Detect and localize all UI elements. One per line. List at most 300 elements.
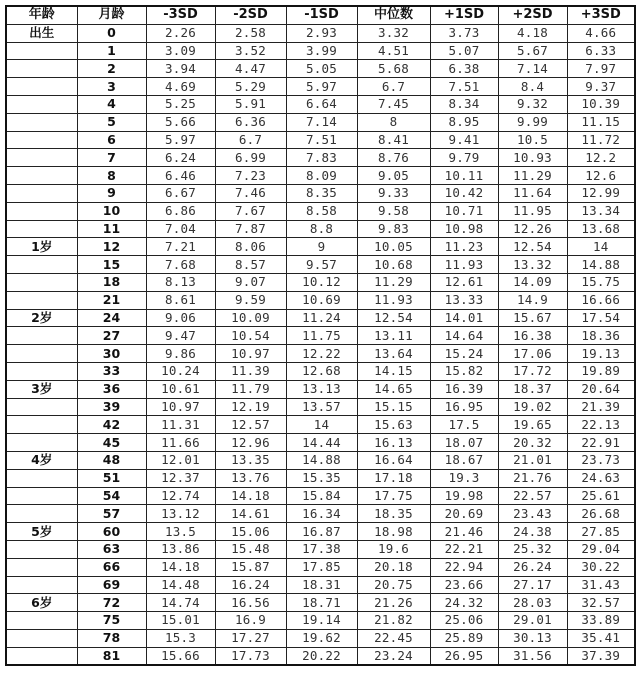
- month-cell: 11: [77, 220, 146, 238]
- value-cell: 15.63: [357, 416, 430, 434]
- value-cell: 8.57: [215, 256, 286, 274]
- value-cell: 14.74: [146, 594, 215, 612]
- value-cell: 18.37: [498, 380, 567, 398]
- value-cell: 12.01: [146, 451, 215, 469]
- value-cell: 2.26: [146, 24, 215, 42]
- value-cell: 8.09: [286, 167, 357, 185]
- value-cell: 19.14: [286, 612, 357, 630]
- value-cell: 5.67: [498, 42, 567, 60]
- value-cell: 10.5: [498, 131, 567, 149]
- value-cell: 8.4: [498, 78, 567, 96]
- value-cell: 29.04: [567, 540, 635, 558]
- table-row: [6, 24, 635, 42]
- age-cell: [6, 362, 77, 380]
- value-cell: 30.22: [567, 558, 635, 576]
- value-cell: 11.23: [430, 238, 498, 256]
- value-cell: 5.97: [286, 78, 357, 96]
- value-cell: 10.09: [215, 309, 286, 327]
- value-cell: 9.86: [146, 345, 215, 363]
- value-cell: 37.39: [567, 647, 635, 665]
- value-cell: 21.46: [430, 523, 498, 541]
- value-cell: 15.06: [215, 523, 286, 541]
- age-cell: 3岁: [6, 380, 77, 398]
- value-cell: 8: [357, 113, 430, 131]
- header-age: 年龄: [6, 6, 77, 24]
- month-cell: 9: [77, 184, 146, 202]
- table-row: [6, 558, 635, 576]
- value-cell: 25.32: [498, 540, 567, 558]
- value-cell: 22.94: [430, 558, 498, 576]
- value-cell: 11.72: [567, 131, 635, 149]
- value-cell: 21.82: [357, 612, 430, 630]
- value-cell: 11.93: [357, 291, 430, 309]
- month-cell: 57: [77, 505, 146, 523]
- table-row: [6, 451, 635, 469]
- value-cell: 12.68: [286, 362, 357, 380]
- value-cell: 10.69: [286, 291, 357, 309]
- value-cell: 7.23: [215, 167, 286, 185]
- value-cell: 23.66: [430, 576, 498, 594]
- value-cell: 31.56: [498, 647, 567, 665]
- value-cell: 15.24: [430, 345, 498, 363]
- value-cell: 16.13: [357, 434, 430, 452]
- value-cell: 13.33: [430, 291, 498, 309]
- value-cell: 14.48: [146, 576, 215, 594]
- value-cell: 13.64: [357, 345, 430, 363]
- value-cell: 20.75: [357, 576, 430, 594]
- value-cell: 10.93: [498, 149, 567, 167]
- value-cell: 18.71: [286, 594, 357, 612]
- value-cell: 12.54: [498, 238, 567, 256]
- value-cell: 14.88: [567, 256, 635, 274]
- value-cell: 3.52: [215, 42, 286, 60]
- value-cell: 14.09: [498, 273, 567, 291]
- value-cell: 9.07: [215, 273, 286, 291]
- value-cell: 13.68: [567, 220, 635, 238]
- value-cell: 6.7: [357, 78, 430, 96]
- value-cell: 27.17: [498, 576, 567, 594]
- value-cell: 25.06: [430, 612, 498, 630]
- value-cell: 18.67: [430, 451, 498, 469]
- value-cell: 17.5: [430, 416, 498, 434]
- table-row: [6, 327, 635, 345]
- table-row: [6, 469, 635, 487]
- age-cell: [6, 149, 77, 167]
- value-cell: 14: [286, 416, 357, 434]
- age-cell: [6, 131, 77, 149]
- value-cell: 18.31: [286, 576, 357, 594]
- value-cell: 22.21: [430, 540, 498, 558]
- value-cell: 15.67: [498, 309, 567, 327]
- value-cell: 9.32: [498, 95, 567, 113]
- value-cell: 25.61: [567, 487, 635, 505]
- value-cell: 12.54: [357, 309, 430, 327]
- value-cell: 24.63: [567, 469, 635, 487]
- value-cell: 11.79: [215, 380, 286, 398]
- value-cell: 13.11: [357, 327, 430, 345]
- value-cell: 16.9: [215, 612, 286, 630]
- value-cell: 9.59: [215, 291, 286, 309]
- age-cell: [6, 558, 77, 576]
- value-cell: 9.05: [357, 167, 430, 185]
- value-cell: 20.69: [430, 505, 498, 523]
- value-cell: 14.88: [286, 451, 357, 469]
- value-cell: 11.75: [286, 327, 357, 345]
- table-row: [6, 256, 635, 274]
- age-cell: [6, 78, 77, 96]
- value-cell: 7.46: [215, 184, 286, 202]
- value-cell: 6.7: [215, 131, 286, 149]
- age-cell: [6, 184, 77, 202]
- table-row: [6, 95, 635, 113]
- value-cell: 7.51: [286, 131, 357, 149]
- value-cell: 6.46: [146, 167, 215, 185]
- value-cell: 5.66: [146, 113, 215, 131]
- value-cell: 8.34: [430, 95, 498, 113]
- month-cell: 27: [77, 327, 146, 345]
- value-cell: 9.33: [357, 184, 430, 202]
- value-cell: 18.36: [567, 327, 635, 345]
- value-cell: 16.56: [215, 594, 286, 612]
- age-cell: 2岁: [6, 309, 77, 327]
- value-cell: 8.76: [357, 149, 430, 167]
- value-cell: 15.84: [286, 487, 357, 505]
- value-cell: 9.47: [146, 327, 215, 345]
- value-cell: 17.06: [498, 345, 567, 363]
- value-cell: 17.85: [286, 558, 357, 576]
- value-cell: 7.97: [567, 60, 635, 78]
- value-cell: 4.47: [215, 60, 286, 78]
- table-row: [6, 398, 635, 416]
- value-cell: 11.29: [357, 273, 430, 291]
- value-cell: 13.57: [286, 398, 357, 416]
- value-cell: 7.68: [146, 256, 215, 274]
- value-cell: 32.57: [567, 594, 635, 612]
- value-cell: 13.76: [215, 469, 286, 487]
- value-cell: 11.64: [498, 184, 567, 202]
- value-cell: 5.29: [215, 78, 286, 96]
- value-cell: 30.13: [498, 629, 567, 647]
- value-cell: 11.95: [498, 202, 567, 220]
- month-cell: 7: [77, 149, 146, 167]
- table-row: [6, 42, 635, 60]
- value-cell: 24.32: [430, 594, 498, 612]
- month-cell: 1: [77, 42, 146, 60]
- value-cell: 16.24: [215, 576, 286, 594]
- month-cell: 5: [77, 113, 146, 131]
- table-row: [6, 167, 635, 185]
- value-cell: 17.18: [357, 469, 430, 487]
- value-cell: 9.99: [498, 113, 567, 131]
- value-cell: 16.38: [498, 327, 567, 345]
- value-cell: 23.24: [357, 647, 430, 665]
- value-cell: 6.36: [215, 113, 286, 131]
- age-cell: [6, 434, 77, 452]
- age-cell: 6岁: [6, 594, 77, 612]
- value-cell: 19.62: [286, 629, 357, 647]
- value-cell: 7.87: [215, 220, 286, 238]
- value-cell: 26.68: [567, 505, 635, 523]
- value-cell: 15.48: [215, 540, 286, 558]
- value-cell: 29.01: [498, 612, 567, 630]
- value-cell: 12.74: [146, 487, 215, 505]
- table-row: [6, 184, 635, 202]
- value-cell: 9.83: [357, 220, 430, 238]
- month-cell: 39: [77, 398, 146, 416]
- age-cell: [6, 345, 77, 363]
- value-cell: 15.66: [146, 647, 215, 665]
- value-cell: 14.18: [146, 558, 215, 576]
- value-cell: 8.06: [215, 238, 286, 256]
- age-cell: [6, 60, 77, 78]
- value-cell: 13.5: [146, 523, 215, 541]
- table-row: [6, 202, 635, 220]
- month-cell: 4: [77, 95, 146, 113]
- value-cell: 14.44: [286, 434, 357, 452]
- header-median: 中位数: [357, 6, 430, 24]
- value-cell: 12.22: [286, 345, 357, 363]
- age-cell: [6, 540, 77, 558]
- value-cell: 12.2: [567, 149, 635, 167]
- value-cell: 7.67: [215, 202, 286, 220]
- value-cell: 20.64: [567, 380, 635, 398]
- value-cell: 12.6: [567, 167, 635, 185]
- value-cell: 5.25: [146, 95, 215, 113]
- value-cell: 10.97: [215, 345, 286, 363]
- value-cell: 21.76: [498, 469, 567, 487]
- header-plus3sd: +3SD: [567, 6, 635, 24]
- month-cell: 2: [77, 60, 146, 78]
- header-month: 月龄: [77, 6, 146, 24]
- value-cell: 7.14: [286, 113, 357, 131]
- value-cell: 12.99: [567, 184, 635, 202]
- age-cell: [6, 327, 77, 345]
- value-cell: 3.99: [286, 42, 357, 60]
- value-cell: 10.71: [430, 202, 498, 220]
- month-cell: 3: [77, 78, 146, 96]
- value-cell: 11.39: [215, 362, 286, 380]
- value-cell: 20.18: [357, 558, 430, 576]
- value-cell: 6.38: [430, 60, 498, 78]
- header-plus1sd: +1SD: [430, 6, 498, 24]
- table-row: [6, 345, 635, 363]
- value-cell: 10.05: [357, 238, 430, 256]
- value-cell: 9.79: [430, 149, 498, 167]
- value-cell: 10.24: [146, 362, 215, 380]
- value-cell: 14.15: [357, 362, 430, 380]
- table-row: [6, 416, 635, 434]
- header-row: [6, 6, 635, 24]
- value-cell: 5.97: [146, 131, 215, 149]
- table-row: [6, 309, 635, 327]
- value-cell: 3.94: [146, 60, 215, 78]
- value-cell: 8.8: [286, 220, 357, 238]
- value-cell: 3.32: [357, 24, 430, 42]
- value-cell: 14.65: [357, 380, 430, 398]
- value-cell: 12.57: [215, 416, 286, 434]
- value-cell: 11.15: [567, 113, 635, 131]
- value-cell: 16.87: [286, 523, 357, 541]
- month-cell: 21: [77, 291, 146, 309]
- value-cell: 17.54: [567, 309, 635, 327]
- value-cell: 25.89: [430, 629, 498, 647]
- value-cell: 13.12: [146, 505, 215, 523]
- age-cell: [6, 487, 77, 505]
- month-cell: 10: [77, 202, 146, 220]
- value-cell: 7.21: [146, 238, 215, 256]
- value-cell: 17.75: [357, 487, 430, 505]
- value-cell: 14.61: [215, 505, 286, 523]
- age-cell: 4岁: [6, 451, 77, 469]
- value-cell: 15.82: [430, 362, 498, 380]
- value-cell: 12.19: [215, 398, 286, 416]
- month-cell: 54: [77, 487, 146, 505]
- weight-growth-standard-table: [5, 5, 636, 666]
- table-row: [6, 540, 635, 558]
- value-cell: 18.35: [357, 505, 430, 523]
- table-row: [6, 523, 635, 541]
- value-cell: 27.85: [567, 523, 635, 541]
- value-cell: 11.24: [286, 309, 357, 327]
- age-cell: [6, 612, 77, 630]
- month-cell: 8: [77, 167, 146, 185]
- value-cell: 10.68: [357, 256, 430, 274]
- value-cell: 15.35: [286, 469, 357, 487]
- age-cell: [6, 256, 77, 274]
- value-cell: 13.34: [567, 202, 635, 220]
- value-cell: 11.66: [146, 434, 215, 452]
- value-cell: 21.01: [498, 451, 567, 469]
- value-cell: 22.91: [567, 434, 635, 452]
- table-row: [6, 273, 635, 291]
- value-cell: 9.58: [357, 202, 430, 220]
- value-cell: 18.98: [357, 523, 430, 541]
- value-cell: 35.41: [567, 629, 635, 647]
- value-cell: 6.64: [286, 95, 357, 113]
- value-cell: 23.43: [498, 505, 567, 523]
- month-cell: 12: [77, 238, 146, 256]
- month-cell: 42: [77, 416, 146, 434]
- age-cell: [6, 95, 77, 113]
- age-cell: [6, 416, 77, 434]
- age-cell: [6, 42, 77, 60]
- table-row: [6, 238, 635, 256]
- value-cell: 22.13: [567, 416, 635, 434]
- age-cell: [6, 576, 77, 594]
- value-cell: 21.26: [357, 594, 430, 612]
- value-cell: 20.32: [498, 434, 567, 452]
- value-cell: 2.58: [215, 24, 286, 42]
- value-cell: 19.98: [430, 487, 498, 505]
- value-cell: 5.68: [357, 60, 430, 78]
- value-cell: 16.34: [286, 505, 357, 523]
- age-cell: [6, 167, 77, 185]
- value-cell: 16.66: [567, 291, 635, 309]
- value-cell: 12.61: [430, 273, 498, 291]
- value-cell: 13.35: [215, 451, 286, 469]
- month-cell: 75: [77, 612, 146, 630]
- table-row: [6, 434, 635, 452]
- value-cell: 12.37: [146, 469, 215, 487]
- header-minus1sd: -1SD: [286, 6, 357, 24]
- age-cell: 1岁: [6, 238, 77, 256]
- growth-table-container: [5, 5, 636, 666]
- month-cell: 18: [77, 273, 146, 291]
- month-cell: 6: [77, 131, 146, 149]
- value-cell: 15.3: [146, 629, 215, 647]
- age-cell: [6, 398, 77, 416]
- value-cell: 13.13: [286, 380, 357, 398]
- value-cell: 10.12: [286, 273, 357, 291]
- table-row: [6, 113, 635, 131]
- value-cell: 23.73: [567, 451, 635, 469]
- age-cell: [6, 113, 77, 131]
- value-cell: 12.26: [498, 220, 567, 238]
- value-cell: 8.58: [286, 202, 357, 220]
- value-cell: 9.57: [286, 256, 357, 274]
- value-cell: 10.61: [146, 380, 215, 398]
- table-row: [6, 149, 635, 167]
- value-cell: 10.54: [215, 327, 286, 345]
- month-cell: 72: [77, 594, 146, 612]
- table-row: [6, 220, 635, 238]
- value-cell: 10.39: [567, 95, 635, 113]
- table-row: [6, 362, 635, 380]
- value-cell: 15.87: [215, 558, 286, 576]
- value-cell: 9.06: [146, 309, 215, 327]
- table-body: [6, 24, 635, 665]
- value-cell: 8.95: [430, 113, 498, 131]
- table-row: [6, 380, 635, 398]
- value-cell: 19.6: [357, 540, 430, 558]
- table-row: [6, 647, 635, 665]
- month-cell: 30: [77, 345, 146, 363]
- value-cell: 20.22: [286, 647, 357, 665]
- value-cell: 5.07: [430, 42, 498, 60]
- value-cell: 5.05: [286, 60, 357, 78]
- value-cell: 13.32: [498, 256, 567, 274]
- value-cell: 14.64: [430, 327, 498, 345]
- value-cell: 17.73: [215, 647, 286, 665]
- value-cell: 11.93: [430, 256, 498, 274]
- age-cell: 出生: [6, 24, 77, 42]
- value-cell: 22.45: [357, 629, 430, 647]
- value-cell: 22.57: [498, 487, 567, 505]
- value-cell: 17.72: [498, 362, 567, 380]
- age-cell: [6, 469, 77, 487]
- value-cell: 7.14: [498, 60, 567, 78]
- month-cell: 15: [77, 256, 146, 274]
- age-cell: [6, 291, 77, 309]
- value-cell: 6.67: [146, 184, 215, 202]
- value-cell: 33.89: [567, 612, 635, 630]
- value-cell: 10.97: [146, 398, 215, 416]
- value-cell: 2.93: [286, 24, 357, 42]
- value-cell: 14.01: [430, 309, 498, 327]
- value-cell: 19.02: [498, 398, 567, 416]
- month-cell: 36: [77, 380, 146, 398]
- value-cell: 8.13: [146, 273, 215, 291]
- value-cell: 15.75: [567, 273, 635, 291]
- value-cell: 15.15: [357, 398, 430, 416]
- value-cell: 10.98: [430, 220, 498, 238]
- value-cell: 14.18: [215, 487, 286, 505]
- value-cell: 12.96: [215, 434, 286, 452]
- month-cell: 51: [77, 469, 146, 487]
- header-minus2sd: -2SD: [215, 6, 286, 24]
- value-cell: 8.35: [286, 184, 357, 202]
- age-cell: [6, 202, 77, 220]
